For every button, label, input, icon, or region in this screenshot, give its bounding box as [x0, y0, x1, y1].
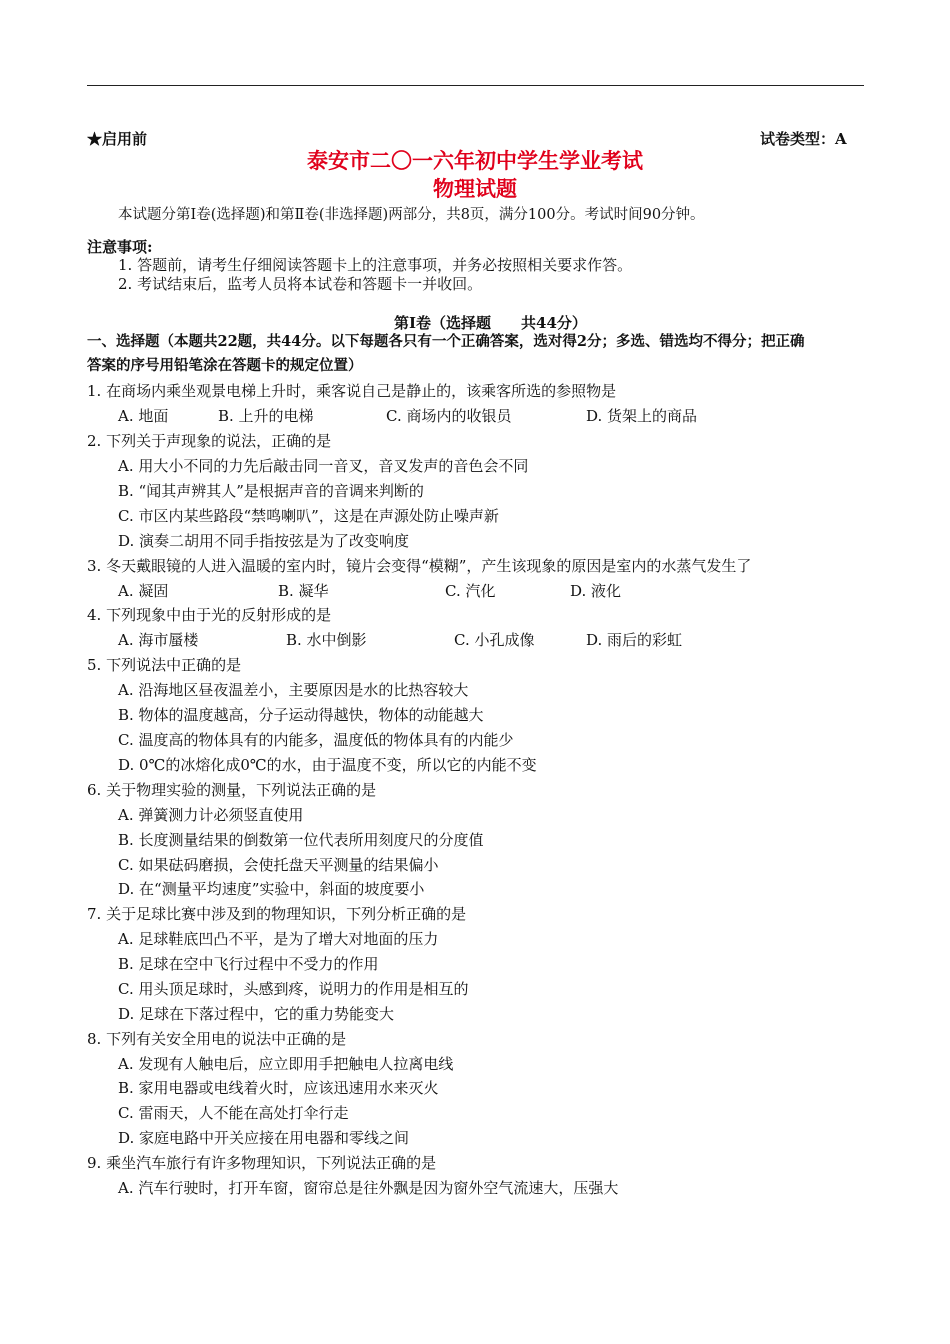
question-1-option-a: A. 地面	[118, 407, 169, 425]
question-4-option-a: A. 海市蜃楼	[118, 631, 199, 649]
question-8-option-b: B. 家用电器或电线着火时，应该迅速用水来灭火	[118, 1079, 439, 1097]
exam-title: 泰安市二〇一六年初中学生学业考试	[307, 148, 643, 173]
question-2-option-d: D. 演奏二胡用不同手指按弦是为了改变响度	[118, 532, 410, 550]
question-3-option-c: C. 汽化	[445, 582, 496, 600]
question-5-stem: 5. 下列说法中正确的是	[87, 656, 242, 674]
question-8-stem: 8. 下列有关安全用电的说法中正确的是	[87, 1030, 347, 1048]
question-5-option-c: C. 温度高的物体具有的内能多，温度低的物体具有的内能少	[118, 731, 514, 749]
question-8-option-d: D. 家庭电路中开关应接在用电器和零线之间	[118, 1129, 410, 1147]
question-1-stem: 1. 在商场内乘坐观景电梯上升时，乘客说自己是静止的，该乘客所选的参照物是	[87, 382, 617, 400]
question-3-stem: 3. 冬天戴眼镜的人进入温暖的室内时，镜片会变得“模糊”，产生该现象的原因是室内的水蒸气发生了	[87, 557, 752, 575]
question-6-option-d: D. 在“测量平均速度”实验中，斜面的坡度要小	[118, 880, 425, 898]
question-8-option-c: C. 雷雨天，人不能在高处打伞行走	[118, 1104, 349, 1122]
question-1-option-d: D. 货架上的商品	[586, 407, 698, 425]
question-7-option-a: A. 足球鞋底凹凸不平，是为了增大对地面的压力	[118, 930, 439, 948]
question-7-option-b: B. 足球在空中飞行过程中不受力的作用	[118, 955, 379, 973]
question-6-stem: 6. 关于物理实验的测量，下列说法正确的是	[87, 781, 377, 799]
notes-heading: 注意事项:	[87, 238, 153, 256]
question-2-stem: 2. 下列关于声现象的说法，正确的是	[87, 432, 332, 450]
question-2-option-a: A. 用大小不同的力先后敲击同一音叉，音叉发声的音色会不同	[118, 457, 529, 475]
question-4-stem: 4. 下列现象中由于光的反射形成的是	[87, 606, 332, 624]
question-1-option-b: B. 上升的电梯	[218, 407, 314, 425]
question-4-option-b: B. 水中倒影	[286, 631, 367, 649]
section-heading: 第Ⅰ卷（选择题 共44分）	[394, 314, 587, 332]
section-instructions-line2: 答案的序号用铅笔涂在答题卡的规定位置）	[87, 357, 363, 374]
question-9-stem: 9. 乘坐汽车旅行有许多物理知识，下列说法正确的是	[87, 1154, 437, 1172]
notes-item-1: 1. 答题前，请考生仔细阅读答题卡上的注意事项，并务必按照相关要求作答。	[118, 256, 633, 274]
question-6-option-c: C. 如果砝码磨损，会使托盘天平测量的结果偏小	[118, 856, 439, 874]
question-3-option-a: A. 凝固	[118, 582, 169, 600]
question-2-option-c: C. 市区内某些路段“禁鸣喇叭”，这是在声源处防止噪声新	[118, 507, 499, 525]
question-7-option-c: C. 用头顶足球时，头感到疼，说明力的作用是相互的	[118, 980, 469, 998]
question-3-option-b: B. 凝华	[278, 582, 329, 600]
question-5-option-a: A. 沿海地区昼夜温差小，主要原因是水的比热容较大	[118, 681, 469, 699]
question-9-option-a: A. 汽车行驶时，打开车窗，窗帘总是往外飘是因为窗外空气流速大，压强大	[118, 1179, 619, 1197]
question-1-option-c: C. 商场内的收银员	[386, 407, 512, 425]
section-instructions-line1: 一、选择题（本题共22题，共44分。以下每题各只有一个正确答案，选对得2分；多选、错选均不得分；把正确	[87, 333, 805, 350]
question-5-option-b: B. 物体的温度越高，分子运动得越快，物体的动能越大	[118, 706, 484, 724]
top-rule	[87, 85, 864, 86]
question-8-option-a: A. 发现有人触电后，应立即用手把触电人拉离电线	[118, 1055, 454, 1073]
question-6-option-a: A. 弹簧测力计必须竖直使用	[118, 806, 304, 824]
paper-type-label: 试卷类型：A	[760, 130, 847, 148]
question-4-option-c: C. 小孔成像	[454, 631, 535, 649]
notes-item-2: 2. 考试结束后，监考人员将本试卷和答题卡一并收回。	[118, 275, 483, 293]
exam-intro: 本试题分第Ⅰ卷(选择题)和第Ⅱ卷(非选择题)两部分，共8页，满分100分。考试时间90分钟。	[118, 207, 705, 223]
question-4-option-d: D. 雨后的彩虹	[586, 631, 683, 649]
confidential-label: ★启用前	[87, 130, 148, 148]
question-5-option-d: D. 0℃的冰熔化成0℃的水，由于温度不变，所以它的内能不变	[118, 756, 537, 774]
question-6-option-b: B. 长度测量结果的倒数第一位代表所用刻度尺的分度值	[118, 831, 484, 849]
question-2-option-b: B. “闻其声辨其人”是根据声音的音调来判断的	[118, 482, 424, 500]
question-3-option-d: D. 液化	[570, 582, 622, 600]
subject-title: 物理试题	[433, 176, 517, 201]
question-7-stem: 7. 关于足球比赛中涉及到的物理知识，下列分析正确的是	[87, 905, 467, 923]
question-7-option-d: D. 足球在下落过程中，它的重力势能变大	[118, 1005, 395, 1023]
